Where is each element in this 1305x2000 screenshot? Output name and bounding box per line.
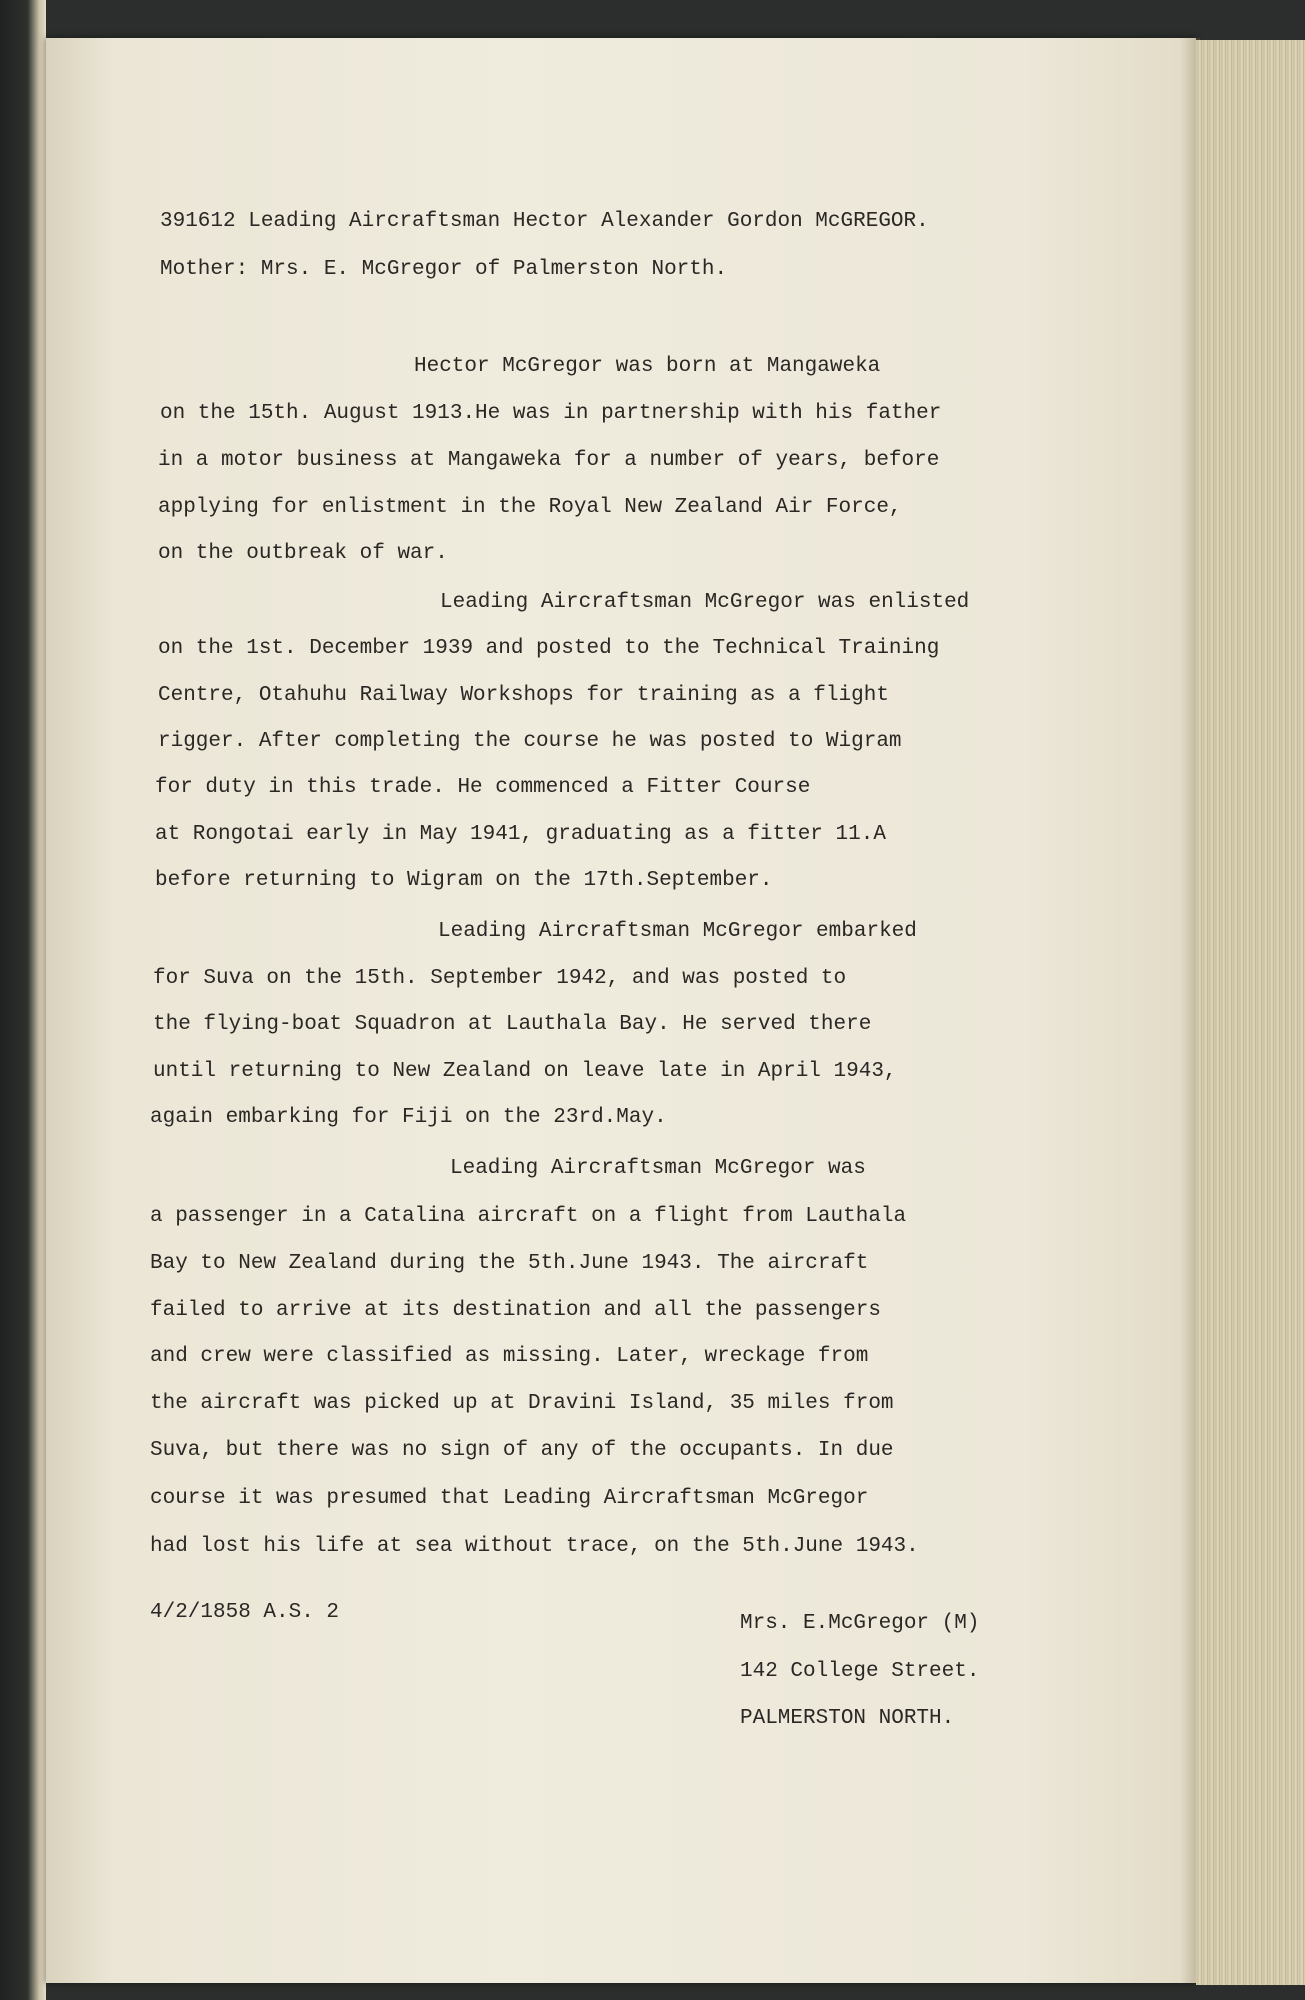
body-line: failed to arrive at its destination and all the passengers [150,1299,881,1322]
body-line: applying for enlistment in the Royal New Zealand Air Force, [158,496,902,519]
body-line: at Rongotai early in May 1941, graduating as a fitter 11.A [155,823,886,846]
body-line: course it was presumed that Leading Aircraftsman McGregor [150,1487,869,1510]
header-line-2: Mother: Mrs. E. McGregor of Palmerston North. [160,258,728,281]
body-line: for duty in this trade. He commenced a Fitter Course [155,776,811,799]
body-line: the flying-boat Squadron at Lauthala Bay. He served there [153,1013,872,1036]
body-line: on the outbreak of war. [158,542,448,565]
body-line: on the 1st. December 1939 and posted to the Technical Training [158,637,940,660]
address-line: PALMERSTON NORTH. [740,1707,955,1730]
body-line: and crew were classified as missing. Later, wreckage from [150,1345,869,1368]
body-line: before returning to Wigram on the 17th.September. [155,869,773,892]
header-line-1: 391612 Leading Aircraftsman Hector Alexander Gordon McGREGOR. [160,210,929,233]
body-line: again embarking for Fiji on the 23rd.May. [150,1106,667,1129]
body-line: on the 15th. August 1913.He was in partnership with his father [160,402,942,425]
body-line: had lost his life at sea without trace, on the 5th.June 1943. [150,1535,919,1558]
address-line: 142 College Street. [740,1660,980,1683]
body-line: a passenger in a Catalina aircraft on a flight from Lauthala [150,1205,907,1228]
book-page-edges [1196,40,1305,1985]
body-line: Leading Aircraftsman McGregor was [450,1157,866,1180]
body-line: in a motor business at Mangaweka for a number of years, before [158,449,940,472]
body-line: rigger. After completing the course he was posted to Wigram [158,730,902,753]
body-line: Hector McGregor was born at Mangaweka [414,355,881,378]
body-line: Centre, Otahuhu Railway Workshops for training as a flight [158,684,889,707]
body-line: Suva, but there was no sign of any of the occupants. In due [150,1439,894,1462]
book-cover-left [0,0,46,2000]
document-page [46,38,1196,1983]
body-line: Leading Aircraftsman McGregor was enlisted [440,591,970,614]
file-reference: 4/2/1858 A.S. 2 [150,1601,340,1624]
body-line: the aircraft was picked up at Dravini Island, 35 miles from [150,1392,894,1415]
address-line: Mrs. E.McGregor (M) [740,1612,980,1635]
body-line: Leading Aircraftsman McGregor embarked [438,920,917,943]
body-line: until returning to New Zealand on leave late in April 1943, [153,1060,897,1083]
body-line: for Suva on the 15th. September 1942, and was posted to [153,967,847,990]
body-line: Bay to New Zealand during the 5th.June 1943. The aircraft [150,1252,869,1275]
